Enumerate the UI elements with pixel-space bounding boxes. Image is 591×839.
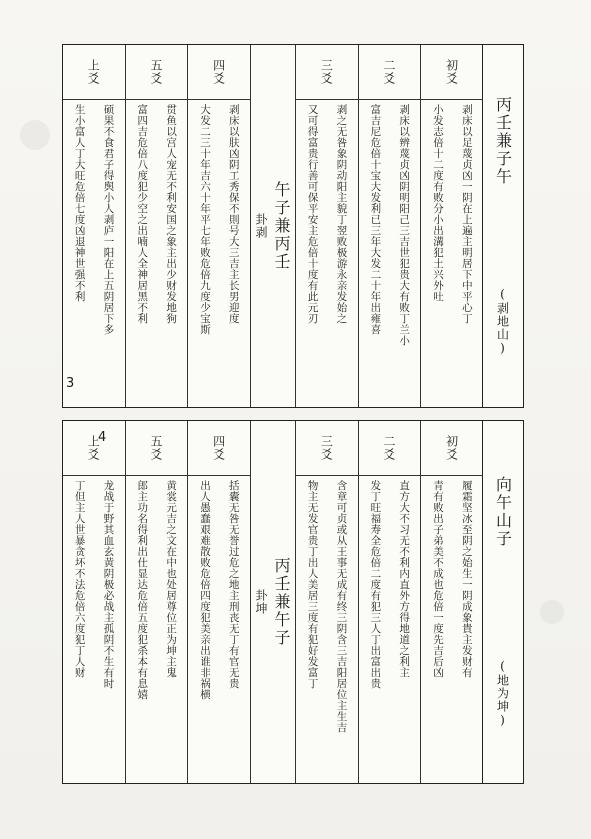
yao-text: 括囊无咎无誉过危之地主刑丧无丁有官无贵 <box>227 480 240 689</box>
table-title: 丙壬兼子午 <box>493 95 513 186</box>
yao-text: 履霜坚冰至阴之始生一阴成象貴主发财有 <box>460 480 473 678</box>
table-title-alt: 午子兼丙壬 <box>271 181 291 271</box>
yao-row <box>187 45 250 407</box>
yao-text: 大发二三十年吉六十年平七年败危倍九度少宝斯 <box>198 104 211 335</box>
yao-row <box>125 421 188 783</box>
table-title-column <box>482 421 523 783</box>
table-title: 向午山子 <box>493 476 513 549</box>
yao-text: 富四吉危倍八度犯少空之出喃人全神居黑不利 <box>136 104 149 324</box>
yao-text: 郎主功名得利出仕显达危倍五度犯杀本有息嬉 <box>136 480 149 700</box>
table-subtitle-alt: 卦坤 <box>253 589 268 615</box>
yao-text: 贯鱼以宫人宠无不利安国之象主出少财发地狗 <box>165 104 178 324</box>
page-number: 3 <box>66 376 75 391</box>
yao-text: 黄裳元吉之文在中也处居尊位正为坤主鬼 <box>165 480 178 678</box>
table-subtitle: (剥地山) <box>495 287 510 357</box>
yao-text: 剥床以肤凶阴工秀保不則号大三吉主长男迎度 <box>227 104 240 324</box>
yao-row <box>295 45 358 407</box>
page-number: 4 <box>98 430 107 445</box>
yao-text: 龙战于野其血玄黄阴极必战主孤阴不生有时 <box>102 480 115 689</box>
paper-stain <box>540 600 564 624</box>
yao-label: 上爻 <box>86 59 101 85</box>
yao-row <box>125 45 188 407</box>
table-title-alt: 丙壬兼午子 <box>271 557 291 647</box>
yao-row <box>187 421 250 783</box>
paper-stain <box>20 120 50 150</box>
yao-row <box>420 45 483 407</box>
yao-row <box>420 421 483 783</box>
yao-row <box>63 421 125 783</box>
yao-label: 初爻 <box>444 59 459 85</box>
table-subtitle-alt: 卦剥 <box>253 213 268 239</box>
yao-row <box>295 421 358 783</box>
yao-text: 含章可贞或从王事无成有终三阴含三吉阳居位主生吉 <box>335 480 348 733</box>
yao-label: 五爻 <box>148 59 163 85</box>
yao-row <box>358 45 421 407</box>
yao-text: 剥之无咎象阴动阳主貌丁翌败极游永亲发始之 <box>335 104 348 324</box>
yao-label: 四爻 <box>211 59 226 85</box>
title-mid-row <box>250 45 295 407</box>
yao-row <box>63 45 125 407</box>
yao-text: 富吉尼危倍十宝大发利已三年大发二十年出雍喜 <box>369 104 382 335</box>
yao-label: 二爻 <box>381 435 396 461</box>
yao-text: 丁但主人世暴贪坏不法危倍六度犯丁人财 <box>73 480 86 678</box>
yao-label: 二爻 <box>381 59 396 85</box>
yao-label: 四爻 <box>211 435 226 461</box>
yao-label: 初爻 <box>444 435 459 461</box>
yao-label: 上爻 <box>86 435 101 461</box>
yao-text: 直方大不习无不利内直外方得地道之利主 <box>398 480 411 678</box>
hexagram-table-bo <box>62 44 524 408</box>
yao-rows <box>63 45 483 407</box>
table-title-column <box>482 45 523 407</box>
yao-label: 五爻 <box>148 435 163 461</box>
yao-text: 物主无发官贵丁出人美居三度有犯好发富丁 <box>306 480 319 689</box>
yao-text: 剥床以辨蔑贞凶阴明阳己三吉世犯贵大有败丁兰小 <box>398 104 411 346</box>
yao-text: 小发志倍十二度有败分小出溝犯土兴外吐 <box>431 104 444 302</box>
yao-text: 青有败出子弟美不成也危倍一度先吉后凶 <box>431 480 444 678</box>
title-mid-row <box>250 421 295 783</box>
yao-text: 剥床以足蔑贞凶一阴在上遍主明居下中平心丁 <box>460 104 473 324</box>
yao-text: 生小富人丁大旺危倍七度凶退神世强不利 <box>73 104 86 302</box>
table-subtitle: (地为坤) <box>495 658 510 728</box>
yao-text: 出人愚蠢艰难散败危倍四度犯美亲出谁非祸横 <box>198 480 211 700</box>
yao-label: 三爻 <box>319 435 334 461</box>
hexagram-table-kun <box>62 420 524 784</box>
yao-text: 硕果不食君子得舆小人剥庐一阳在上五阴居下多 <box>102 104 115 335</box>
yao-rows <box>63 421 483 783</box>
yao-text: 又可得富贵行善可保平安主危倍十度有此元刃 <box>306 104 319 324</box>
yao-text: 发丁旺福寿全危倍二度有犯三人丁出富出贵 <box>369 480 382 689</box>
yao-label: 三爻 <box>319 59 334 85</box>
yao-row <box>358 421 421 783</box>
